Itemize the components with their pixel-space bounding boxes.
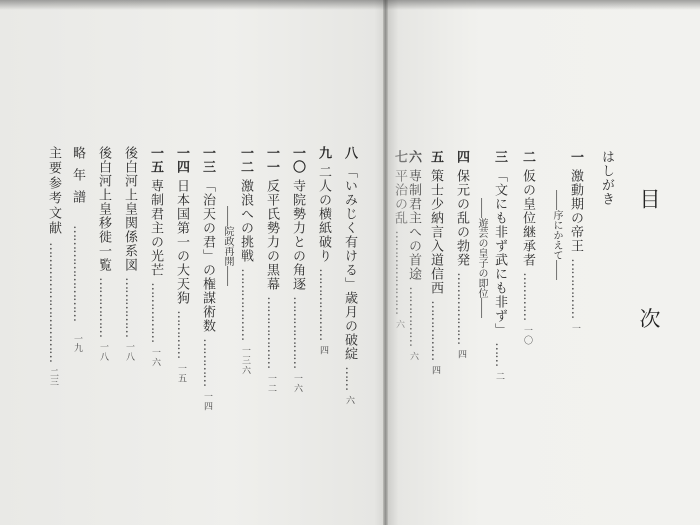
toc-entry[interactable] [94,146,113,362]
toc-entry[interactable] [44,146,63,386]
toc-entry-number: 八 [342,146,357,160]
toc-entry-title: 専制君主の光芒 [148,179,163,278]
toc-entry-title: 「治天の君」の権謀術数 [200,179,215,334]
toc-entry[interactable] [68,146,87,352]
toc-entry-title: 二人の横紙破り [316,165,331,264]
toc-entry-title: はしがき [599,150,614,206]
dot-leader: ………………………… [46,242,61,363]
toc-entry-page: 一 [570,323,580,334]
dot-leader: …… [492,342,507,367]
toc-entry-page: 六 [344,395,354,406]
toc-entry-title: 策士少納言入道信西 [428,169,443,296]
toc-entry-page: 二三 [48,368,58,387]
toc-entry-title: 日本国第一の大天狗 [174,179,189,306]
dot-leader: …………… [122,277,137,338]
toc-entry-title: 略年譜 [70,146,85,212]
toc-entry-title: 反平氏勢力の黒幕 [264,179,279,292]
toc-entry-page: 四 [318,345,328,356]
toc-entry-number: 一〇 [290,146,305,174]
dot-leader: ………………… [392,230,407,315]
toc-entry[interactable] [426,150,445,375]
toc-entry-number: 一 [568,150,583,164]
dot-leader: …………… [428,300,443,361]
toc-entry[interactable] [566,150,585,333]
dot-leader: …………… [406,286,421,347]
toc-entry-title: 寺院勢力との角逐 [290,179,305,292]
dot-leader: ……………… [264,296,279,369]
top-shadow [0,0,700,10]
toc-heading: 目 次 [637,188,661,375]
toc-entry-number: 五 [428,150,443,164]
dot-leader: ……………… [454,272,469,345]
toc-entry[interactable] [146,146,165,367]
toc-entry-number: 一四 [174,146,189,174]
toc-entry-number: 一一 [264,146,279,174]
toc-entry[interactable] [314,146,333,355]
toc-entry-number: 四 [454,150,469,164]
toc-entry-title: 「いみじく有ける」歳月の破綻 [342,165,357,362]
toc-entry-title: 激動期の帝王 [568,169,583,254]
toc-entry-title: 主要参考文献 [46,146,61,236]
toc-entry[interactable] [597,150,616,206]
toc-entry-title: 保元の乱の勃発 [454,169,469,268]
toc-entry-title: 後白河上皇移徙一覧 [96,146,111,272]
book-spine [383,0,388,525]
toc-entry-title: 後白河上皇関係系図 [122,146,137,272]
toc-entry-title: 専制君主への首途 [406,169,421,282]
toc-subtitle: ――遊芸の皇子の即位―― [476,198,487,318]
toc-entry[interactable] [490,150,509,381]
toc-entry-page: 四 [456,349,466,360]
toc-entry-page: 一四 [202,391,212,412]
dot-leader: ……………… [316,268,331,341]
toc-entry-page: 六 [408,351,418,362]
toc-entry-number: 三 [492,150,507,164]
dot-leader: ……………… [290,296,305,369]
toc-subtitle: ――院政再開―― [222,206,233,286]
toc-entry[interactable] [172,146,191,383]
toc-entry[interactable] [340,146,359,405]
toc-entry-page: 一五 [176,363,186,384]
toc-entry-page: 一六 [292,373,302,394]
toc-entry-page: 一八 [98,342,108,363]
toc-entry-number: 七 [392,150,407,164]
toc-entry[interactable] [452,150,471,359]
toc-entry-page: 一八 [124,342,134,363]
toc-entry-page: 一六 [150,347,160,368]
dot-leader: ……………… [238,268,253,341]
toc-entry-page: 四 [430,365,440,376]
toc-entry-title: 「文にも非ず武にも非ず」 [492,169,507,338]
dot-leader: ………… [174,310,189,359]
toc-entry-page: 六 [394,319,404,330]
toc-entry-number: 一二 [238,146,253,174]
toc-entry[interactable] [390,150,409,329]
toc-entry-number: 一五 [148,146,163,174]
toc-entry-page: 二 [494,371,504,382]
toc-entry-number: 六 [406,150,421,164]
toc-entry-page: 一九 [72,334,82,353]
toc-subtitle: ――序にかえて―― [551,190,562,280]
toc-entry-title: 仮の皇位継承者 [520,169,535,268]
dot-leader: ………… [200,338,215,387]
toc-entry-page: 一〇 [522,325,532,346]
toc-entry-page: 一三六 [240,345,250,376]
toc-entry-title: 平治の乱 [392,169,407,226]
toc-entry-title: 激浪への挑戦 [238,179,253,264]
dot-leader: …………… [148,282,163,343]
dot-leader: …………………… [70,225,85,322]
toc-entry-number: 二 [520,150,535,164]
dot-leader: …………… [96,277,111,338]
toc-entry[interactable] [262,146,281,393]
dot-leader: …………… [568,258,583,319]
toc-entry-number: 九 [316,146,331,160]
toc-entry-number: 一三 [200,146,215,174]
toc-entry[interactable] [236,146,255,375]
toc-entry[interactable] [518,150,537,345]
dot-leader: …… [342,366,357,391]
dot-leader: ………… [520,272,535,321]
toc-entry[interactable] [198,146,217,411]
toc-entry[interactable] [120,146,139,362]
toc-entry[interactable] [288,146,307,393]
toc-entry-page: 一二 [266,373,276,394]
